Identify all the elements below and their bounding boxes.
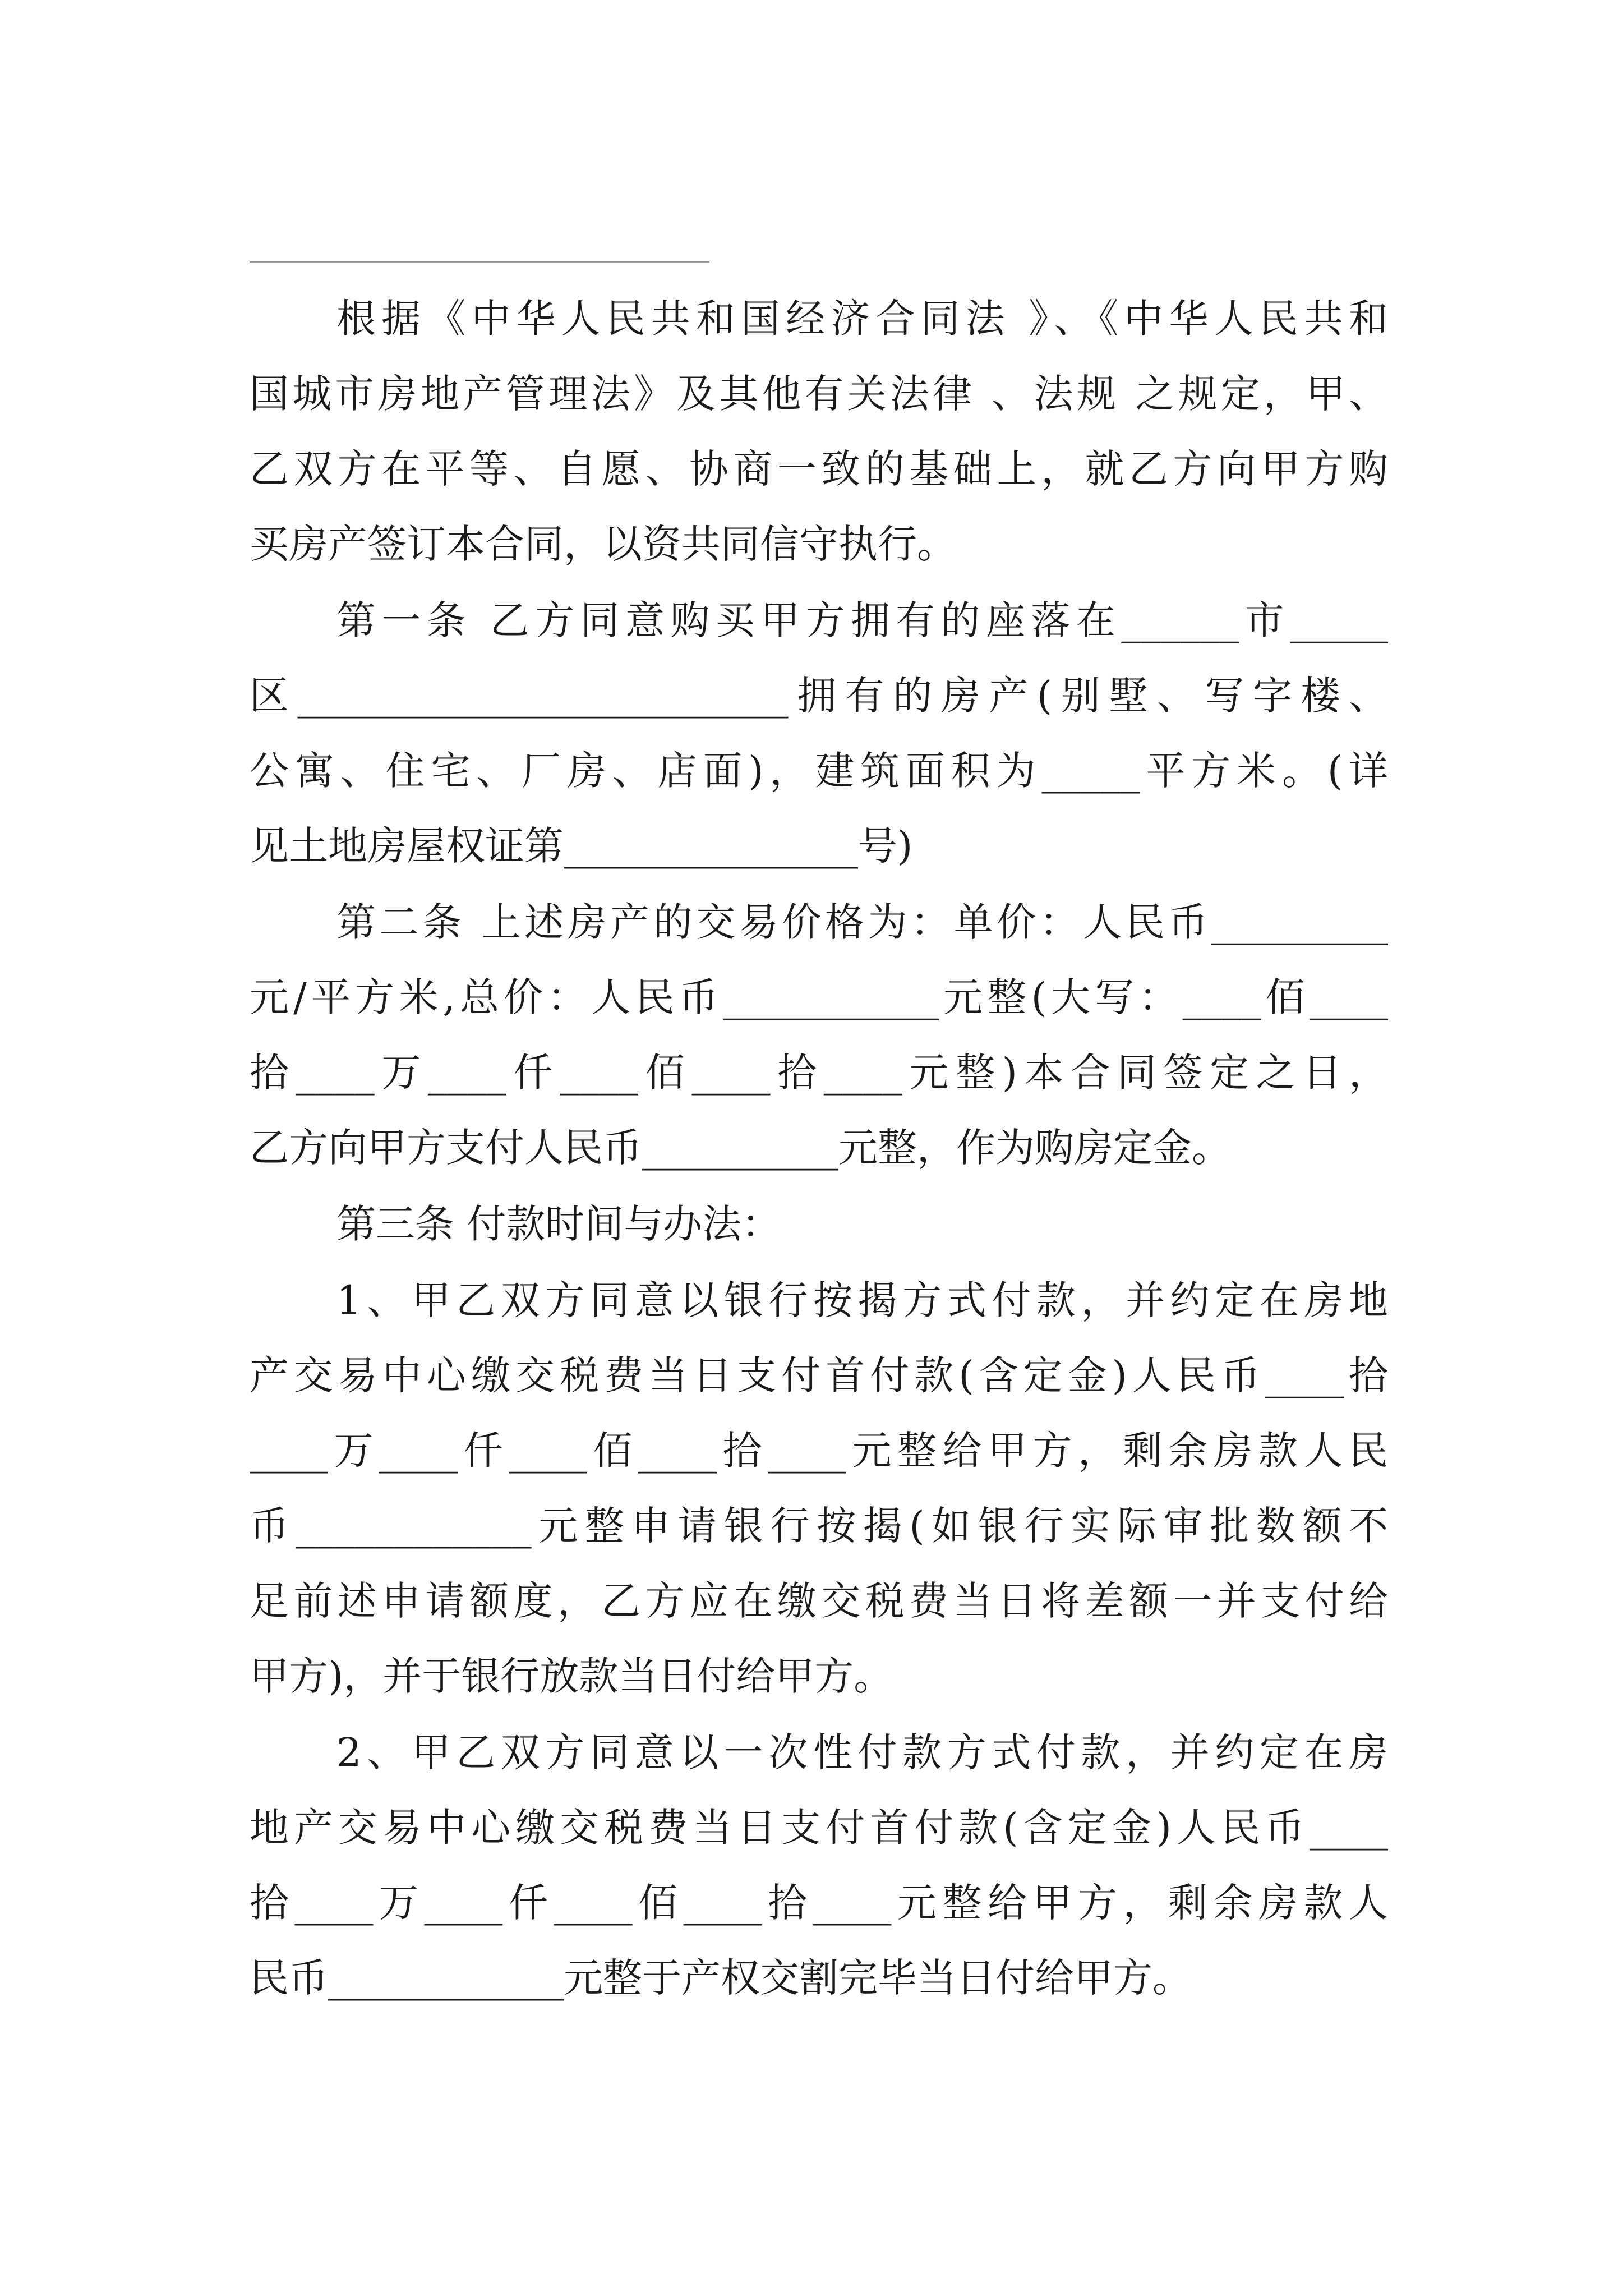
text-line: 公寓、住宅、厂房、店面)，建筑面积为_____平方米。(详 (250, 748, 1388, 794)
text-line: 币____________元整申请银行按揭(如银行实际审批数额不 (250, 1503, 1388, 1549)
text-line: 1、甲乙双方同意以银行按揭方式付款，并约定在房地 (336, 1277, 1388, 1323)
text-line: 国城市房地产管理法》及其他有关法律 、法规 之规定，甲、 (250, 371, 1388, 417)
text-line: 产交易中心缴交税费当日支付首付款(含定金)人民币____拾 (250, 1352, 1388, 1398)
text-line: 甲方)，并于银行放款当日付给甲方。 (250, 1653, 893, 1699)
text-line: 根据《中华人民共和国经济合同法 》、《中华人民共和 (336, 296, 1388, 342)
text-line: 2、甲乙双方同意以一次性付款方式付款，并约定在房 (336, 1729, 1388, 1775)
header-rule (250, 261, 709, 263)
text-line: ____万____仟____佰____拾____元整给甲方，剩余房款人民 (250, 1428, 1388, 1474)
text-line: 乙方向甲方支付人民币__________元整，作为购房定金。 (250, 1125, 1231, 1171)
text-line: 见土地房屋权证第_______________号) (250, 823, 913, 869)
text-line: 第一条 乙方同意购买甲方拥有的座落在______市_____ (336, 597, 1388, 643)
text-line: 地产交易中心缴交税费当日支付首付款(含定金)人民币____ (250, 1805, 1388, 1851)
text-line: 足前述申请额度，乙方应在缴交税费当日将差额一并支付给 (250, 1578, 1388, 1624)
text-line: 拾____万____仟____佰____拾____元整)本合同签定之日， (250, 1050, 1388, 1096)
text-line: 民币____________元整于产权交割完毕当日付给甲方。 (250, 1955, 1192, 2001)
text-line: 第三条 付款时间与办法： (336, 1201, 781, 1247)
text-line: 拾____万____仟____佰____拾____元整给甲方，剩余房款人 (250, 1880, 1388, 1926)
text-line: 区_________________________拥有的房产(别墅、写字楼、 (250, 673, 1388, 719)
text-line: 第二条 上述房产的交易价格为：单价：人民币_________ (336, 899, 1388, 945)
text-line: 元/平方米,总价：人民币___________元整(大写：____佰____ (250, 974, 1388, 1020)
text-line: 乙双方在平等、自愿、协商一致的基础上，就乙方向甲方购 (250, 446, 1388, 492)
text-line: 买房产签订本合同，以资共同信守执行。 (250, 521, 956, 567)
